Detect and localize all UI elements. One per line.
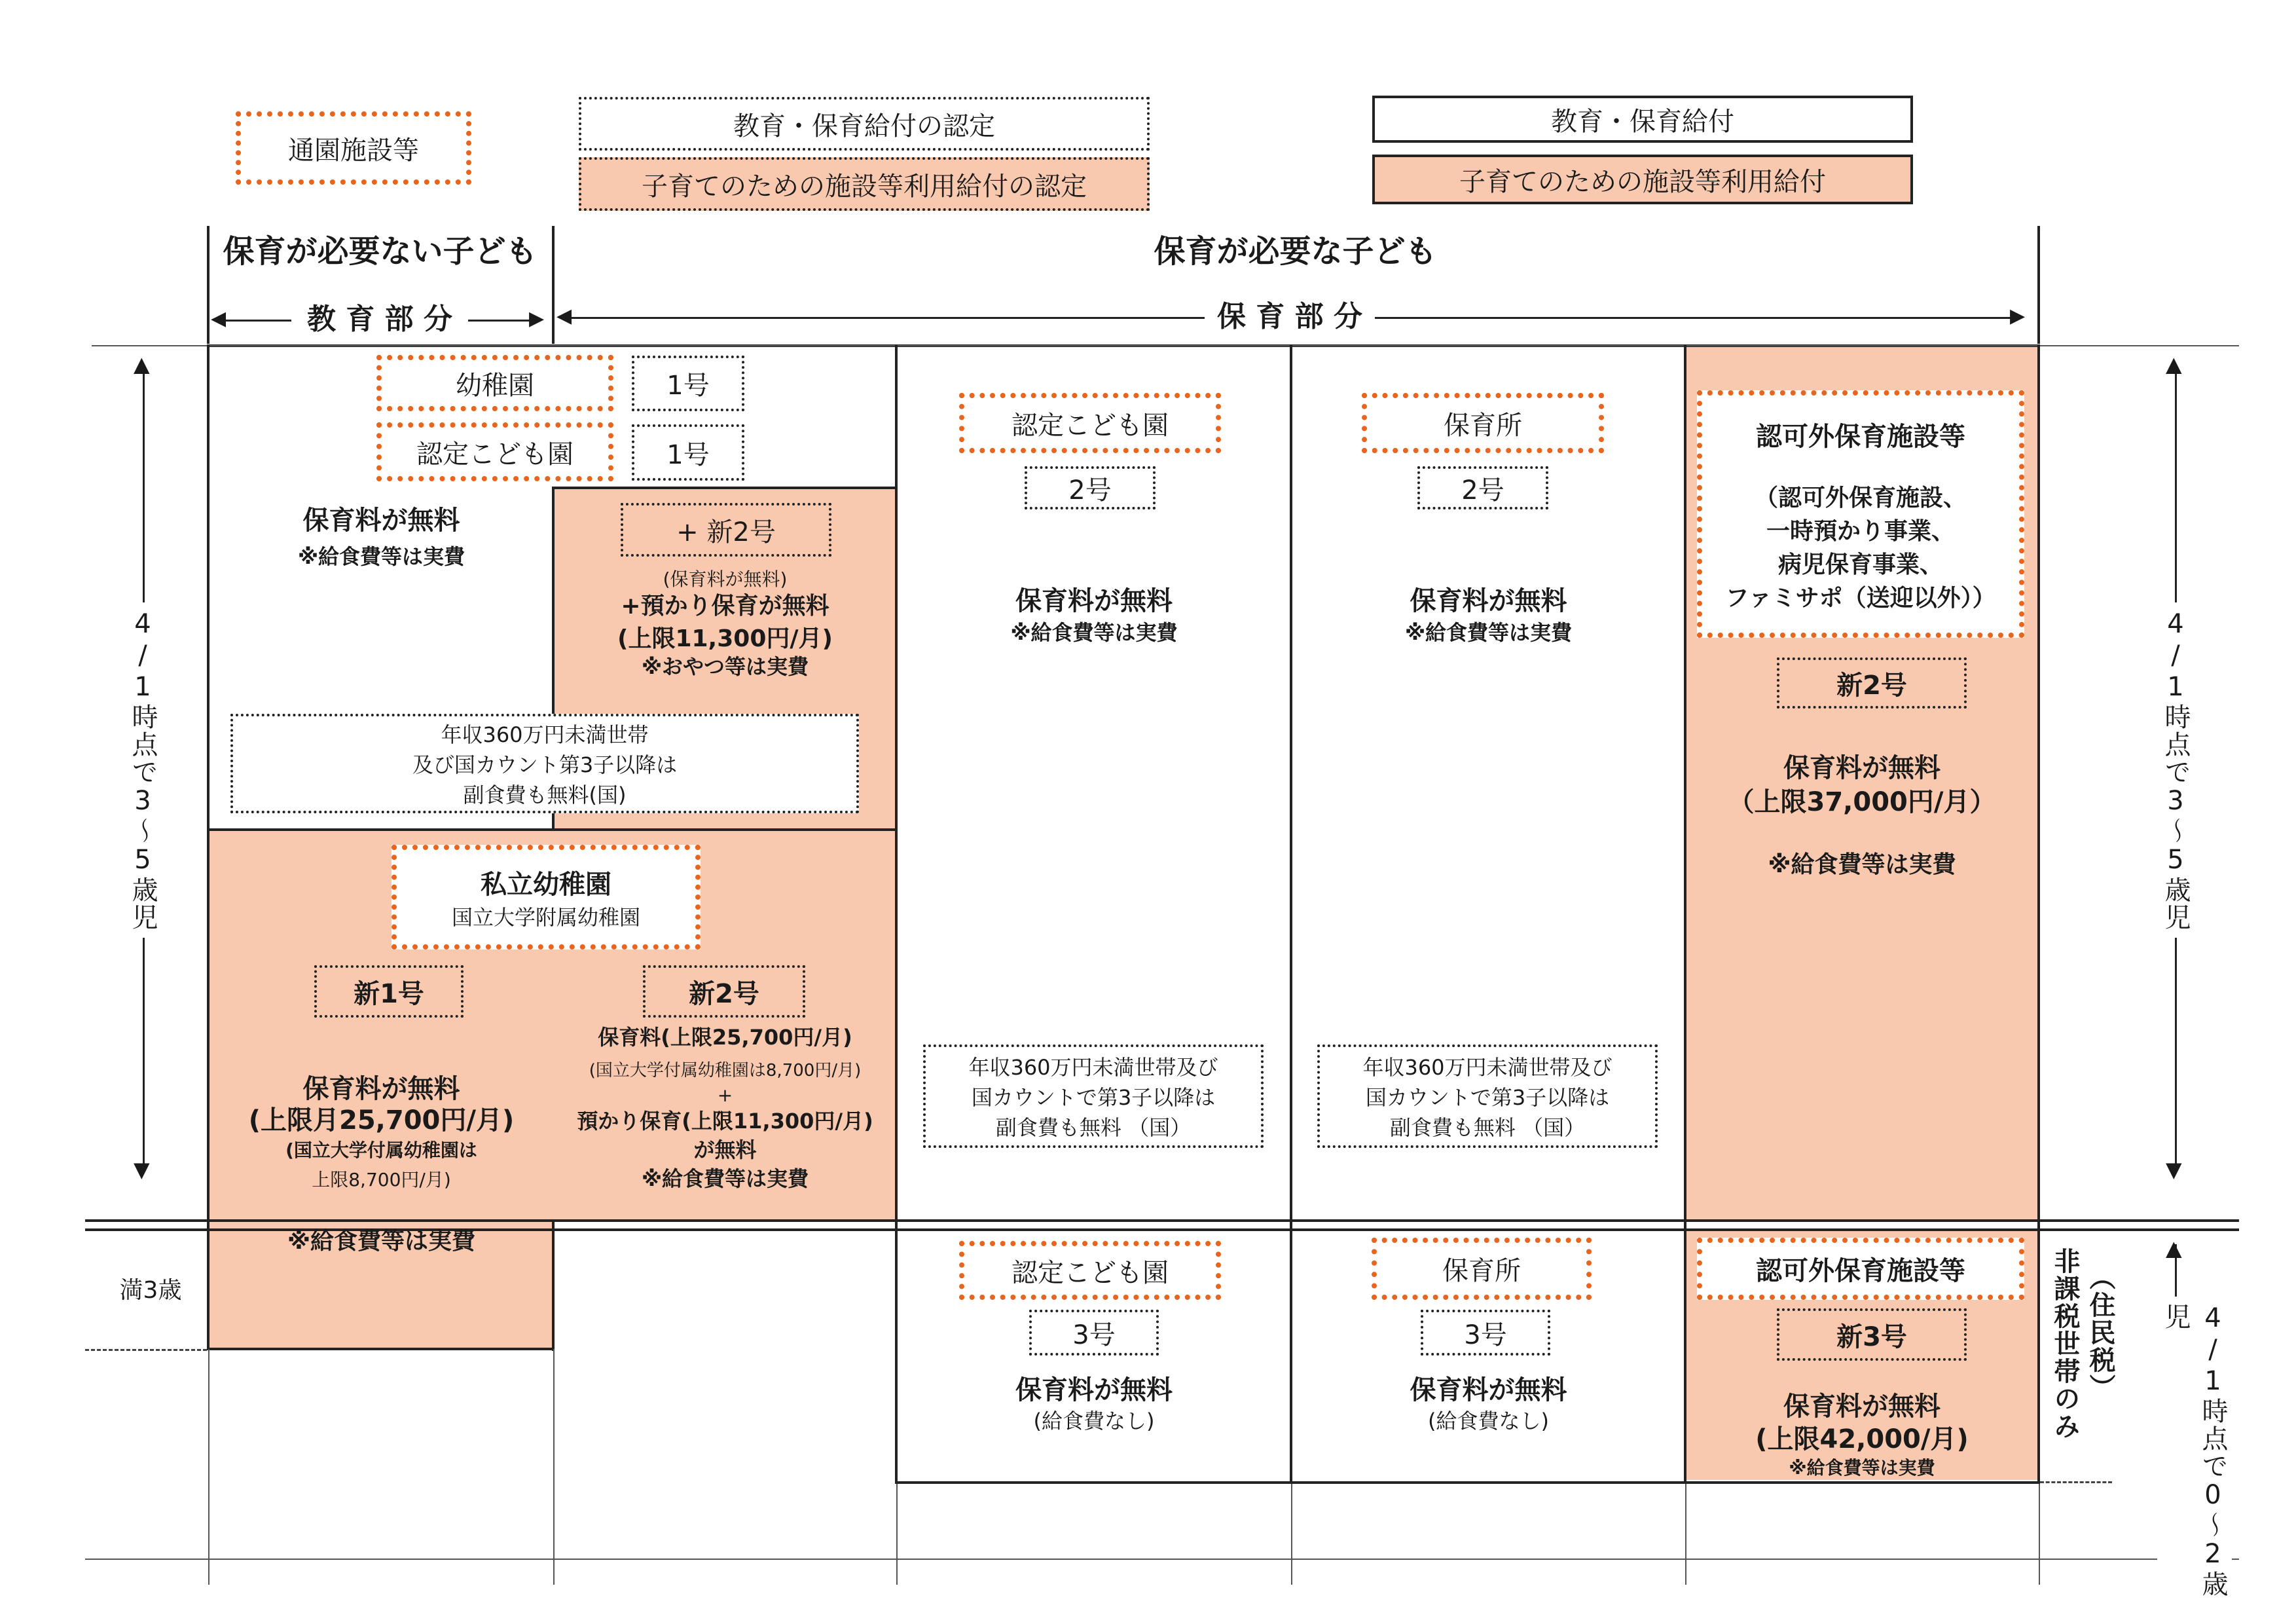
ninkagai-3-meal-label: ※給食費等は実費 (1789, 1457, 1935, 1479)
arrow-left-icon: ◀ (211, 307, 227, 330)
nintei-kinder-no-label: 1号 (666, 439, 710, 470)
ninkagai-line4: ファミサポ（送迎以外）） (1725, 584, 1996, 612)
private-kinder-subtitle: 国立大学附属幼稚園 (451, 904, 640, 930)
nintei-income-line1: 年収360万円未満世帯及び (968, 1055, 1218, 1080)
hoikusho-3-no-label: 3号 (1464, 1320, 1507, 1350)
legend-benefit (1372, 96, 1913, 143)
hoikusho-3-free-label: 保育料が無料 (1410, 1375, 1567, 1405)
arrow-right-icon: ▶ (2010, 304, 2026, 327)
private-new2-line5: が無料 (693, 1137, 757, 1162)
kinder-free-label: 保育料が無料 (302, 506, 460, 536)
hoikusho-3-box (1372, 1238, 1592, 1300)
private-kinder-title: 私立幼稚園 (481, 869, 611, 900)
nintei-income-box (923, 1044, 1264, 1148)
ninkagai-line1: （認可外保育施設、 (1754, 484, 1967, 511)
arrow-down-icon: ▼ (2166, 1157, 2182, 1182)
ninkagai-line3: 病児保育事業、 (1777, 551, 1943, 578)
header-no-care-needed: 保育が必要ない子ども (223, 233, 538, 270)
nintei-income-line2: 国カウントで第3子以降は (971, 1085, 1216, 1110)
arrow-left-icon: ◀ (556, 304, 572, 327)
nintei-3-name-label: 認定こども園 (1011, 1257, 1169, 1288)
hoikusho-income-line3: 副食費も無料 （国） (1389, 1115, 1586, 1140)
kinder-new2-sub: (保育料が無料) (663, 568, 788, 590)
header-care-needed: 保育が必要な子ども (1154, 233, 1437, 270)
private-new2-line1: 保育料(上限25,700円/月) (598, 1025, 852, 1050)
legend-benefit-facility (1372, 155, 1913, 204)
nintei-3-box (959, 1241, 1221, 1300)
kinder-income-line1: 年収360万円未満世帯 (441, 722, 649, 747)
nintei-3-free-label: 保育料が無料 (1015, 1375, 1173, 1405)
ninkagai-new2-box (1777, 657, 1967, 709)
legend-certification-facility (579, 157, 1150, 211)
legend-benefit-facility-label: 子育てのための施設等利用給付 (1459, 166, 1826, 197)
hoikusho-income-line1: 年収360万円未満世帯及び (1362, 1055, 1613, 1080)
kinder-new2-line3: ※おやつ等は実費 (641, 654, 809, 679)
kinder-new2-line1: +預かり保育が無料 (621, 593, 829, 619)
arrow-right-icon: ▶ (529, 307, 545, 330)
ninkagai-new3-label: 新3号 (1836, 1321, 1907, 1352)
kinder-meal-label: ※給食費等は実費 (297, 544, 465, 569)
ninkagai-3-box (1697, 1238, 2024, 1300)
kinder-new2-line2: (上限11,300円/月) (617, 625, 833, 652)
nintei-3-meal-label: (給食費なし) (1033, 1409, 1155, 1433)
ninkagai-name-label: 認可外保育施設等 (1756, 421, 1965, 452)
kinder-income-box (230, 714, 859, 813)
hoikusho-3-meal-label: (給食費なし) (1428, 1409, 1549, 1433)
private-kinder-box (392, 845, 701, 950)
nintei-free-label: 保育料が無料 (1015, 586, 1173, 616)
private-note2-label: 上限8,700円/月) (312, 1169, 451, 1190)
nintei-no-box (1025, 466, 1156, 509)
kinder-new2-label: + 新2号 (676, 517, 776, 547)
private-note1-label: (国立大学付属幼稚園は (285, 1139, 477, 1161)
hoikusho-meal-label: ※給食費等は実費 (1404, 620, 1573, 645)
private-new2-line3: + (717, 1084, 733, 1106)
hoikusho-free-label: 保育料が無料 (1410, 586, 1567, 616)
kinder-income-line3: 副食費も無料(国) (463, 783, 627, 807)
hoikusho-no-label: 2号 (1461, 475, 1504, 506)
nintei-meal-label: ※給食費等は実費 (1010, 620, 1178, 645)
arrow-down-icon: ▼ (134, 1157, 150, 1182)
full-3-label: 満3歳 (119, 1277, 182, 1304)
hoikusho-income-line2: 国カウントで第3子以降は (1365, 1085, 1610, 1110)
ninkagai-free-label: 保育料が無料 (1783, 753, 1941, 783)
right-age-35-label: 4/1時点で3～5歳児 (2157, 602, 2195, 938)
ninkagai-3-name-label: 認可外保育施設等 (1756, 1256, 1965, 1286)
ninkagai-line2: 一時預かり事業、 (1766, 517, 1955, 545)
legend-facility-label: 通園施設等 (288, 135, 419, 166)
private-new1-label: 新1号 (354, 978, 424, 1009)
care-part-label: 保 育 部 分 (1217, 300, 1362, 333)
private-new2-line4: 預かり保育(上限11,300円/月) (577, 1109, 873, 1134)
youchien-no-label: 1号 (666, 371, 710, 401)
legend-certification (579, 97, 1150, 151)
left-age-35-label: 4/1時点で3～5歳児 (124, 602, 162, 938)
legend-certification-facility-label: 子育てのための施設等利用給付の認定 (642, 171, 1087, 202)
nontax-label: 非課税世帯のみ (2050, 1247, 2080, 1440)
ninkagai-new3-box (1777, 1308, 1967, 1361)
arrow-up-icon: ▲ (2166, 1236, 2182, 1261)
nintei-kinder-label: 認定こども園 (416, 439, 574, 470)
legend-benefit-label: 教育・保育給付 (1551, 106, 1734, 137)
ninkagai-3-limit-label: (上限42,000/月) (1755, 1424, 1969, 1454)
nintei-3-no-box (1029, 1310, 1159, 1356)
nontax-paren-label: （住民税） (2085, 1264, 2115, 1401)
ninkagai-3-free-label: 保育料が無料 (1783, 1392, 1941, 1422)
private-limit-label: (上限月25,700円/月) (248, 1105, 515, 1135)
ninkagai-meal-label: ※給食費等は実費 (1768, 851, 1956, 878)
hoikusho-3-name-label: 保育所 (1442, 1256, 1521, 1286)
right-age-02-label: 4/1時点で0～2歳児 (2157, 1297, 2232, 1624)
ninkagai-box (1697, 390, 2024, 638)
nintei-no-label: 2号 (1068, 475, 1112, 506)
nintei-income-line3: 副食費も無料 （国） (995, 1115, 1192, 1140)
private-free-label: 保育料が無料 (302, 1074, 460, 1104)
nintei-name-label: 認定こども園 (1011, 410, 1169, 441)
youchien-box (376, 355, 613, 411)
ninkagai-new2-label: 新2号 (1836, 670, 1907, 701)
kinder-new2-box (621, 503, 831, 557)
ninkagai-limit-label: （上限37,000円/月） (1728, 787, 1996, 817)
hoikusho-box (1362, 393, 1604, 453)
legend-facility (236, 111, 471, 185)
private-new2-box (643, 965, 805, 1018)
private-new2-line6: ※給食費等は実費 (641, 1166, 809, 1191)
nintei-kinder-box (376, 422, 613, 481)
nintei-3-no-label: 3号 (1072, 1320, 1116, 1350)
private-new2-line2: (国立大学付属幼稚園は8,700円/月) (589, 1061, 862, 1080)
education-part-label: 教 育 部 分 (307, 303, 452, 336)
hoikusho-3-no-box (1421, 1310, 1550, 1356)
kinder-income-line2: 及び国カウント第3子以降は (412, 752, 678, 777)
hoikusho-no-box (1417, 466, 1548, 509)
nintei-kinder-no-box (632, 424, 744, 481)
arrow-up-icon: ▲ (134, 352, 150, 377)
private-meal-label: ※給食費等は実費 (287, 1228, 475, 1255)
hoikusho-name-label: 保育所 (1444, 410, 1522, 441)
private-new2-label: 新2号 (689, 978, 759, 1009)
youchien-no-box (632, 356, 744, 411)
youchien-label: 幼稚園 (456, 370, 534, 401)
legend-certification-label: 教育・保育給付の認定 (733, 111, 995, 141)
nintei-box (959, 393, 1221, 453)
private-new1-box (314, 965, 464, 1018)
arrow-up-icon: ▲ (2166, 352, 2182, 377)
hoikusho-income-box (1317, 1044, 1658, 1148)
